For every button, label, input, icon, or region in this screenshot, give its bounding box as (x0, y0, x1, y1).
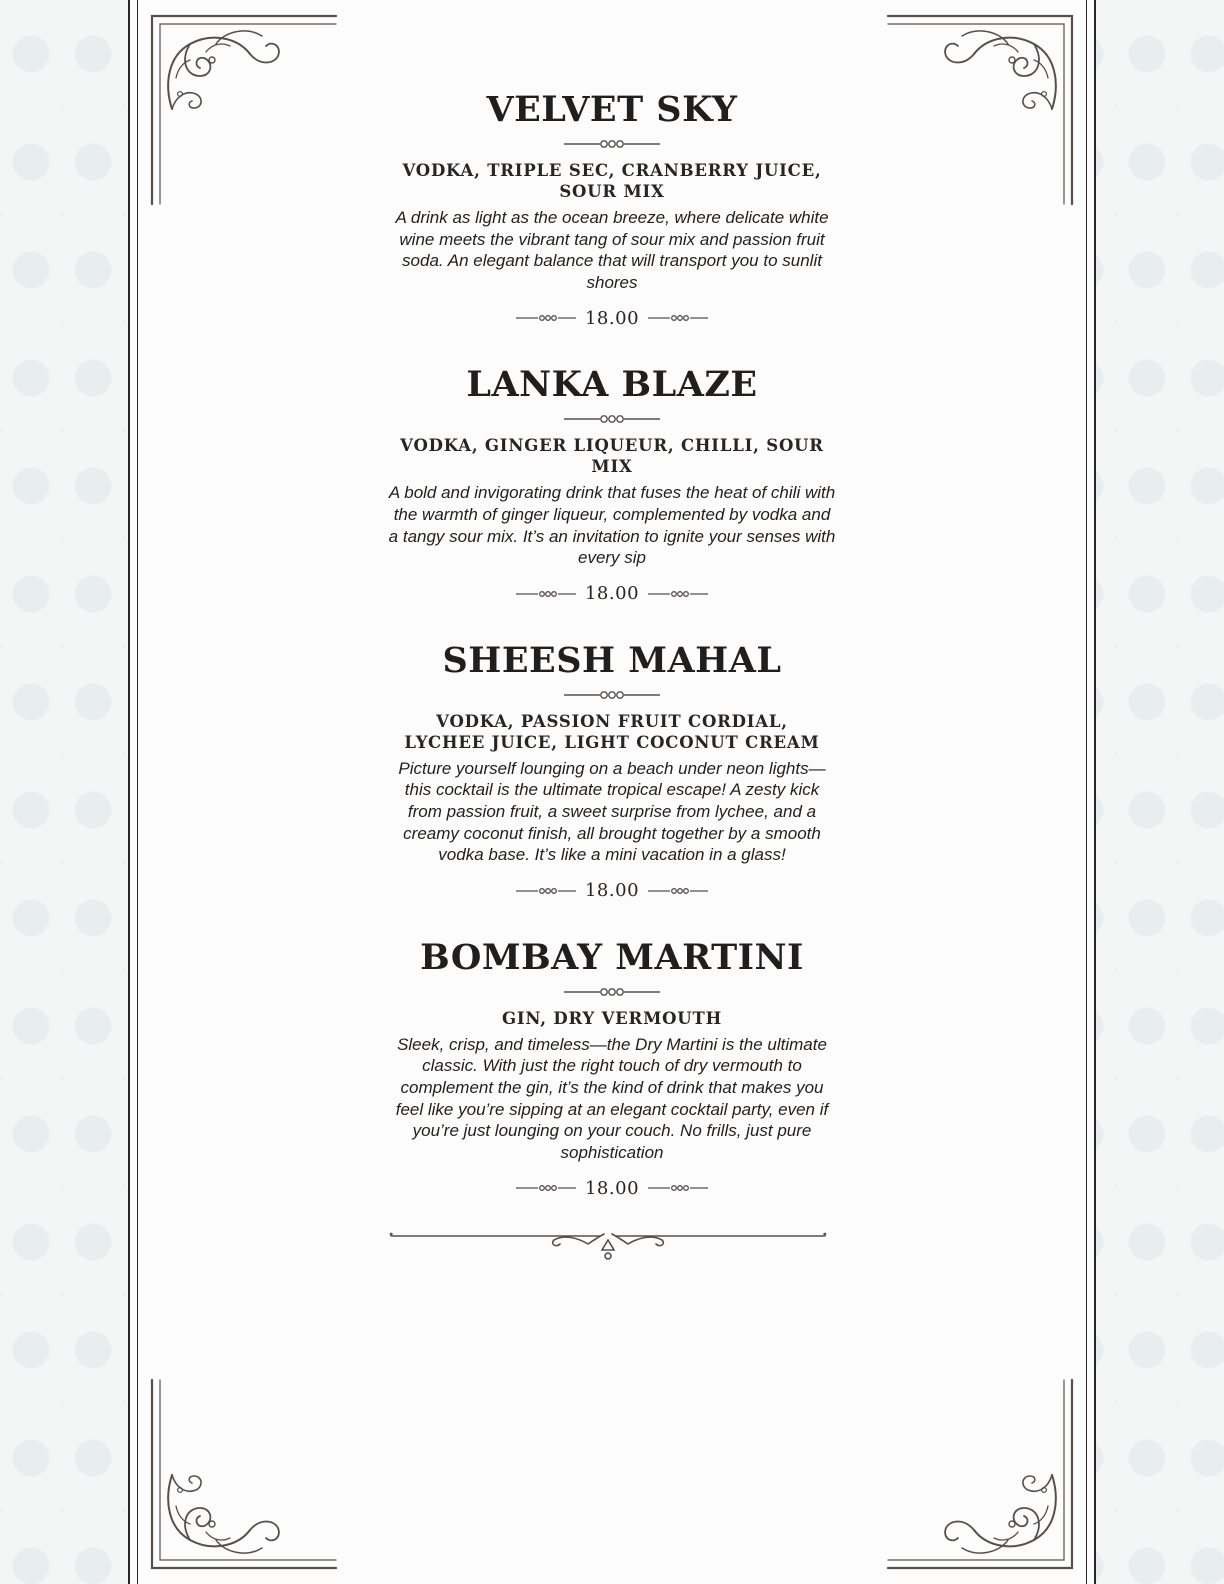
corner-flourish-icon (150, 1375, 340, 1570)
price-ornament-icon (516, 589, 576, 599)
menu-item (380, 637, 844, 902)
item-ingredients: VODKA, GINGER LIQUEUR, CHILLI, SOUR MIX (400, 436, 824, 477)
divider-ornament-icon (562, 413, 662, 425)
price-row (380, 880, 844, 902)
menu-content (380, 86, 844, 1231)
footer-flourish-icon (388, 1226, 828, 1262)
price-ornament-icon (648, 886, 708, 896)
divider-ornament-icon (562, 138, 662, 150)
item-price: 18.00 (584, 307, 640, 329)
price-row (380, 1177, 844, 1199)
price-ornament-icon (516, 1183, 576, 1193)
price-ornament-icon (648, 313, 708, 323)
price-row (380, 583, 844, 605)
item-price: 18.00 (584, 583, 640, 605)
price-ornament-icon (516, 313, 576, 323)
item-description: A drink as light as the ocean breeze, where delicate white wine meets the vibrant tang of sour mix and passion fruit soda. An elegant balance that will transport you to sunlit shores (395, 208, 829, 292)
item-name: BOMBAY MARTINI (420, 936, 804, 978)
divider-ornament-icon (562, 689, 662, 701)
price-ornament-icon (648, 589, 708, 599)
item-ingredients: VODKA, PASSION FRUIT CORDIAL, LYCHEE JUICE, LIGHT COCONUT CREAM (404, 711, 820, 752)
item-name: LANKA BLAZE (466, 364, 758, 406)
price-ornament-icon (516, 886, 576, 896)
corner-flourish-icon (884, 14, 1074, 209)
menu-item (380, 86, 844, 329)
price-ornament-icon (648, 1183, 708, 1193)
corner-flourish-icon (884, 1375, 1074, 1570)
item-description: Picture yourself lounging on a beach under neon lights—this cocktail is the ultimate tropical escape! A zesty kick from passion fruit, a sweet surprise from lychee, and a creamy coconut finish, all brought together by a smooth vodka base. It’s like a mini vacation in a glass! (398, 758, 826, 865)
price-row (380, 307, 844, 329)
item-ingredients: GIN, DRY VERMOUTH (502, 1008, 722, 1028)
menu-item (380, 934, 844, 1200)
corner-flourish-icon (150, 14, 340, 209)
item-price: 18.00 (584, 880, 640, 902)
menu-item (380, 361, 844, 604)
item-ingredients: VODKA, TRIPLE SEC, CRANBERRY JUICE, SOUR MIX (402, 161, 822, 201)
divider-ornament-icon (562, 986, 662, 998)
item-description: A bold and invigorating drink that fuses the heat of chili with the warmth of ginger liqueur, complemented by vodka and a tangy sour mix. It’s an invitation to ignite your senses with every sip (388, 483, 836, 568)
item-description: Sleek, crisp, and timeless—the Dry Martini is the ultimate classic. With just the right touch of dry vermouth to complement the gin, it’s the kind of drink that makes you feel like you’re sipping at an elegant cocktail party, even if you’re just lounging on your couch. No frills, just pure sophistication (395, 1034, 829, 1162)
item-name: SHEESH MAHAL (442, 639, 782, 681)
item-name: VELVET SKY (486, 89, 738, 130)
item-price: 18.00 (584, 1177, 640, 1199)
